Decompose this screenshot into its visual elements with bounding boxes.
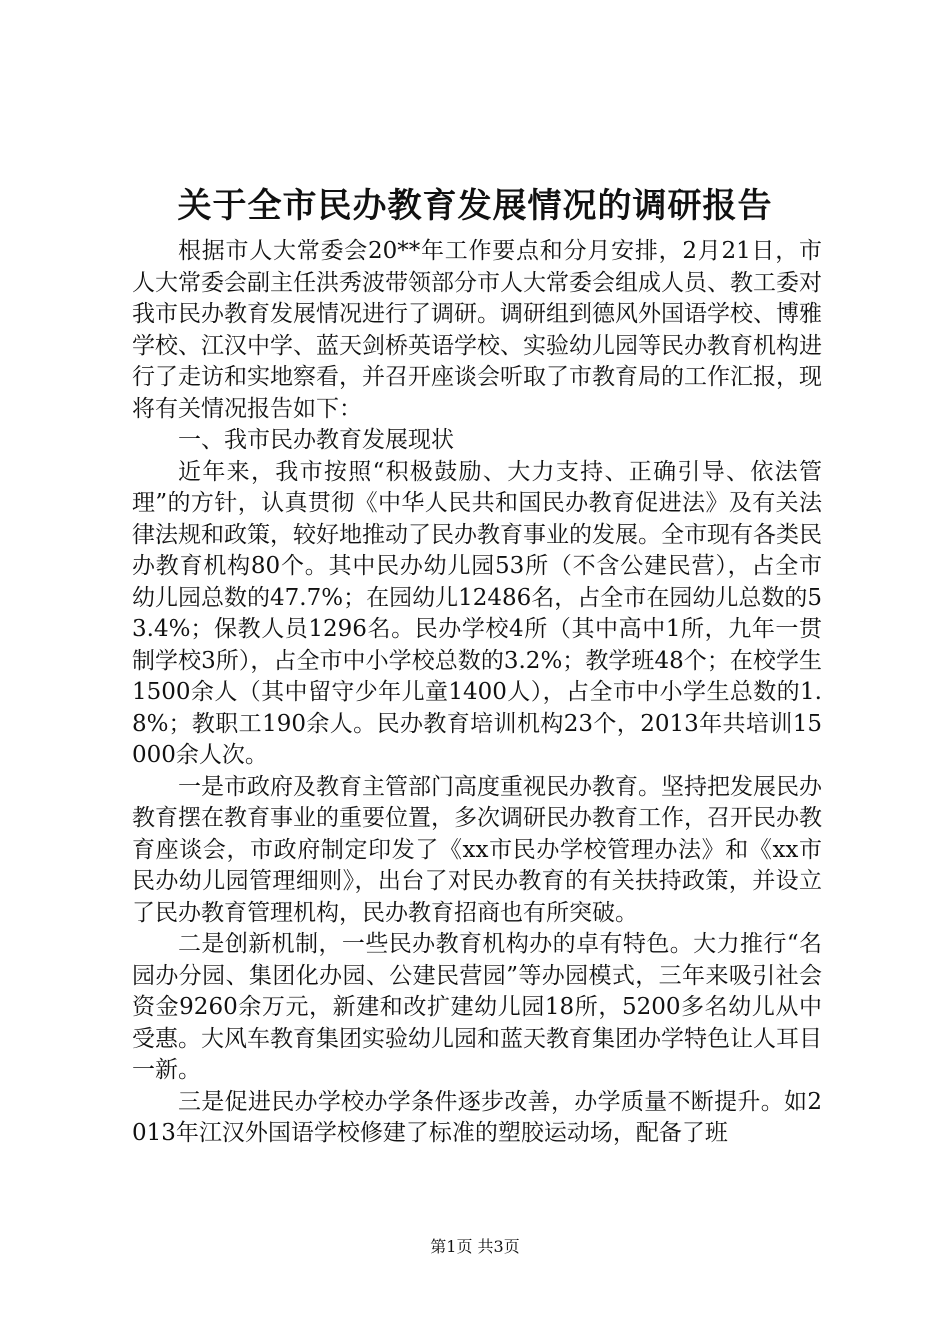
page-number: 第1页 共3页 bbox=[430, 1237, 520, 1256]
point-one-paragraph: 一是市政府及教育主管部门高度重视民办教育。坚持把发展民办教育摆在教育事业的重要位置，多次调研民办教育工作，召开民办教育座谈会，市政府制定印发了《xx市民办学校管理办法》和《xx市民办幼儿园管理细则》，出台了对民办教育的有关扶持政策，并设立了民办教育管理机构，民办教育招商也有所突破。 bbox=[132, 773, 822, 926]
document-body bbox=[132, 236, 822, 1150]
document-title: 关于全市民办教育发展情况的调研报告 bbox=[177, 186, 773, 226]
section-heading: 一、我市民办教育发展现状 bbox=[178, 427, 454, 453]
point-two-paragraph: 二是创新机制，一些民办教育机构办的卓有特色。大力推行“名园办分园、集团化办园、公建民营园”等办园模式，三年来吸引社会资金9260余万元，新建和改扩建幼儿园18所，5200多名幼儿从中受惠。大风车教育集团实验幼儿园和蓝天教育集团办学特色让人耳目一新。 bbox=[132, 931, 822, 1083]
intro-paragraph: 根据市人大常委会20**年工作要点和分月安排，2月21日，市人大常委会副主任洪秀波带领部分市人大常委会组成人员、教工委对我市民办教育发展情况进行了调研。调研组到德风外国语学校、博雅学校、江汉中学、蓝天剑桥英语学校、实验幼儿园等民办教育机构进行了走访和实地察看，并召开座谈会听取了市教育局的工作汇报，现将有关情况报告如下： bbox=[132, 238, 822, 422]
point-three-paragraph: 三是促进民办学校办学条件逐步改善，办学质量不断提升。如2013年江汉外国语学校修建了标准的塑胶运动场，配备了班 bbox=[132, 1088, 822, 1146]
status-paragraph: 近年来，我市按照“积极鼓励、大力支持、正确引导、依法管理”的方针，认真贯彻《中华人民共和国民办教育促进法》及有关法律法规和政策，较好地推动了民办教育事业的发展。全市现有各类民办教育机构80个。其中民办幼儿园53所（不含公建民营），占全市幼儿园总数的47.7%；在园幼儿12486名，占全市在园幼儿总数的53.4%；保教人员1296名。民办学校4所（其中高中1所，九年一贯制学校3所），占全市中小学校总数的3.2%；教学班48个；在校学生1500余人（其中留守少年儿童1400人），占全市中小学生总数的1.8%；教职工190余人。民办教育培训机构23个，2013年共培训15000余人次。 bbox=[132, 458, 822, 768]
